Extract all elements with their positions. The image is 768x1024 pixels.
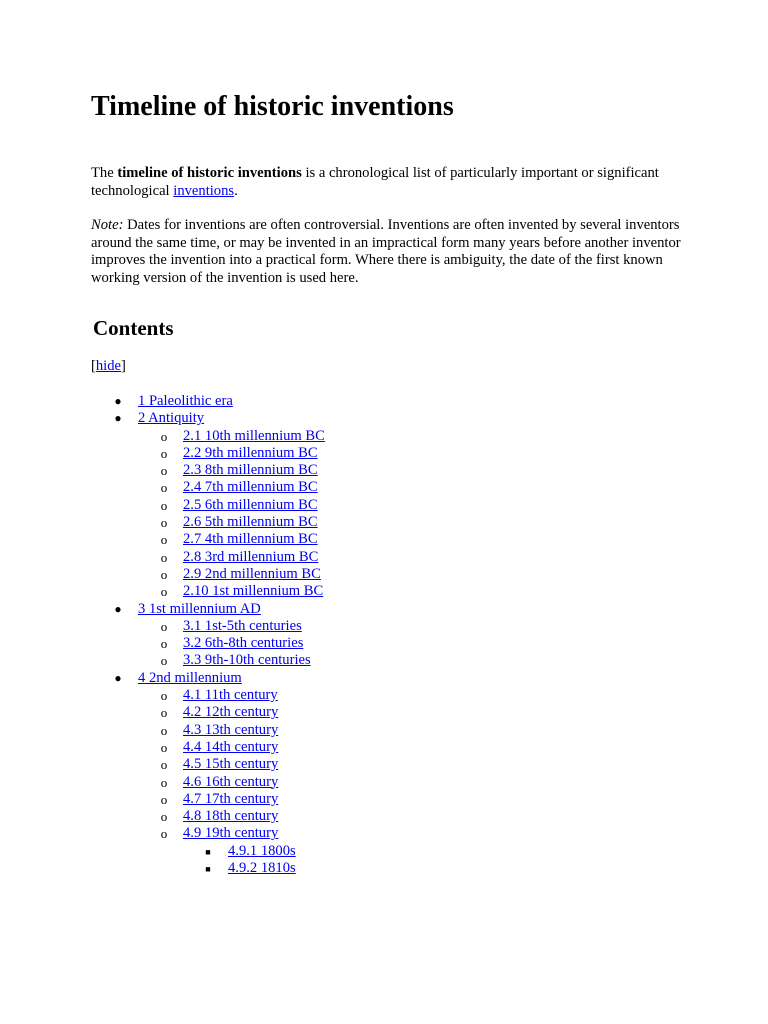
bullet-square-icon: ■ bbox=[205, 846, 211, 857]
contents-heading: Contents bbox=[93, 316, 174, 340]
toc-toggle-close-bracket: ] bbox=[121, 358, 126, 374]
toc-link[interactable]: 2.3 8th millennium BC bbox=[183, 462, 318, 479]
toc-item bbox=[91, 531, 691, 548]
toc-link[interactable]: 2.10 1st millennium BC bbox=[183, 583, 324, 600]
bullet-disc-icon: ● bbox=[114, 394, 122, 408]
toc-link[interactable]: 2.8 3rd millennium BC bbox=[183, 548, 319, 565]
bullet-circle-icon: o bbox=[160, 722, 168, 738]
toc-link[interactable]: 4.7 17th century bbox=[183, 790, 279, 807]
bullet-circle-icon: o bbox=[160, 584, 168, 600]
toc-item bbox=[91, 722, 691, 739]
bullet-circle-icon: o bbox=[160, 653, 168, 669]
intro-text-end: . bbox=[234, 182, 238, 199]
toc-item bbox=[91, 479, 691, 496]
toc-item bbox=[91, 497, 691, 514]
toc-link[interactable]: 4.6 16th century bbox=[183, 773, 279, 790]
bullet-circle-icon: o bbox=[160, 688, 168, 704]
toc-link[interactable]: 3.2 6th-8th centuries bbox=[183, 635, 304, 652]
toc-link[interactable]: 4.3 13th century bbox=[183, 721, 279, 738]
toc-link[interactable]: 4.9.2 1810s bbox=[228, 860, 296, 877]
toc-link[interactable]: 1 Paleolithic era bbox=[138, 393, 233, 409]
toc-item bbox=[91, 687, 691, 704]
toc-link[interactable]: 2 Antiquity bbox=[138, 410, 205, 427]
toc-item bbox=[91, 704, 691, 721]
bullet-circle-icon: o bbox=[160, 757, 168, 773]
toc-item bbox=[91, 601, 691, 618]
toc-link[interactable]: 3 1st millennium AD bbox=[138, 600, 261, 617]
toc-link[interactable]: 2.1 10th millennium BC bbox=[183, 427, 325, 444]
toc-item bbox=[91, 774, 691, 791]
table-of-contents bbox=[91, 393, 691, 877]
bullet-disc-icon: ● bbox=[114, 411, 122, 426]
toc-item bbox=[91, 756, 691, 773]
toc-item bbox=[91, 791, 691, 808]
note-label: Note: bbox=[91, 217, 124, 233]
toc-link[interactable]: 4.9.1 1800s bbox=[228, 842, 296, 859]
toc-link[interactable]: 3.1 1st-5th centuries bbox=[183, 617, 302, 634]
toc-item bbox=[91, 808, 691, 825]
toc-toggle-open-bracket: [ bbox=[91, 358, 96, 374]
bullet-circle-icon: o bbox=[160, 739, 168, 755]
bullet-disc-icon: ● bbox=[114, 601, 122, 616]
toc-toggle bbox=[91, 358, 126, 376]
note-paragraph bbox=[91, 217, 691, 287]
inventions-link[interactable]: inventions bbox=[173, 182, 235, 199]
bullet-circle-icon: o bbox=[160, 515, 168, 531]
toc-link[interactable]: 4.5 15th century bbox=[183, 756, 279, 773]
intro-text-start: The bbox=[91, 165, 118, 181]
toc-link[interactable]: 2.7 4th millennium BC bbox=[183, 531, 318, 548]
toc-link[interactable]: 2.4 7th millennium BC bbox=[183, 479, 318, 496]
bullet-circle-icon: o bbox=[160, 636, 168, 652]
bullet-circle-icon: o bbox=[160, 809, 168, 825]
note-text: Dates for inventions are often controversial. Inventions are often invented by several inventors around the same time, or may be invented in an impractical form many years before another inventor improves the invention into a practical form. Where there is ambiguity, the date of the first known working version of the invention is used here. bbox=[91, 217, 681, 286]
toc-item bbox=[91, 635, 691, 652]
toc-item bbox=[91, 843, 691, 860]
toc-item bbox=[91, 566, 691, 583]
toc-link[interactable]: 3.3 9th-10th centuries bbox=[183, 652, 311, 669]
toc-item bbox=[91, 445, 691, 462]
bullet-circle-icon: o bbox=[160, 445, 168, 461]
toc-item bbox=[91, 670, 691, 687]
toc-item bbox=[91, 618, 691, 635]
toc-link[interactable]: 2.9 2nd millennium BC bbox=[183, 565, 321, 582]
toc-link[interactable]: 4.2 12th century bbox=[183, 704, 279, 721]
bullet-circle-icon: o bbox=[160, 566, 168, 582]
intro-text-middle: is a chronological list of particularly important or significant technological bbox=[91, 165, 659, 199]
bullet-circle-icon: o bbox=[160, 791, 168, 807]
bullet-circle-icon: o bbox=[160, 705, 168, 721]
toc-link[interactable]: 4 2nd millennium bbox=[138, 669, 242, 686]
bullet-disc-icon: ● bbox=[114, 670, 122, 685]
toc-link[interactable]: 2.2 9th millennium BC bbox=[183, 444, 318, 461]
hide-toc-link[interactable]: hide bbox=[95, 358, 122, 374]
bullet-circle-icon: o bbox=[160, 463, 168, 479]
bullet-circle-icon: o bbox=[160, 549, 168, 565]
toc-item bbox=[91, 825, 691, 842]
toc-item bbox=[91, 739, 691, 756]
toc-link[interactable]: 4.4 14th century bbox=[183, 738, 279, 755]
toc-link[interactable]: 2.5 6th millennium BC bbox=[183, 496, 318, 513]
toc-item bbox=[91, 860, 691, 877]
intro-paragraph bbox=[91, 165, 691, 200]
bullet-circle-icon: o bbox=[160, 497, 168, 513]
toc-item bbox=[91, 393, 691, 410]
page-title: Timeline of historic inventions bbox=[91, 91, 454, 122]
bullet-square-icon: ■ bbox=[205, 864, 211, 875]
toc-link[interactable]: 2.6 5th millennium BC bbox=[183, 514, 318, 531]
intro-bold-term: timeline of historic inventions bbox=[117, 165, 302, 181]
toc-item bbox=[91, 514, 691, 531]
bullet-circle-icon: o bbox=[160, 826, 168, 842]
toc-link[interactable]: 4.1 11th century bbox=[183, 687, 278, 704]
toc-item bbox=[91, 462, 691, 479]
bullet-circle-icon: o bbox=[160, 774, 168, 790]
bullet-circle-icon: o bbox=[160, 480, 168, 496]
toc-item bbox=[91, 652, 691, 669]
toc-item bbox=[91, 583, 691, 600]
toc-item bbox=[91, 410, 691, 427]
bullet-circle-icon: o bbox=[160, 532, 168, 548]
toc-link[interactable]: 4.9 19th century bbox=[183, 825, 279, 842]
toc-item bbox=[91, 549, 691, 566]
toc-link[interactable]: 4.8 18th century bbox=[183, 808, 279, 825]
bullet-circle-icon: o bbox=[160, 428, 168, 444]
toc-item bbox=[91, 428, 691, 445]
bullet-circle-icon: o bbox=[160, 618, 168, 634]
